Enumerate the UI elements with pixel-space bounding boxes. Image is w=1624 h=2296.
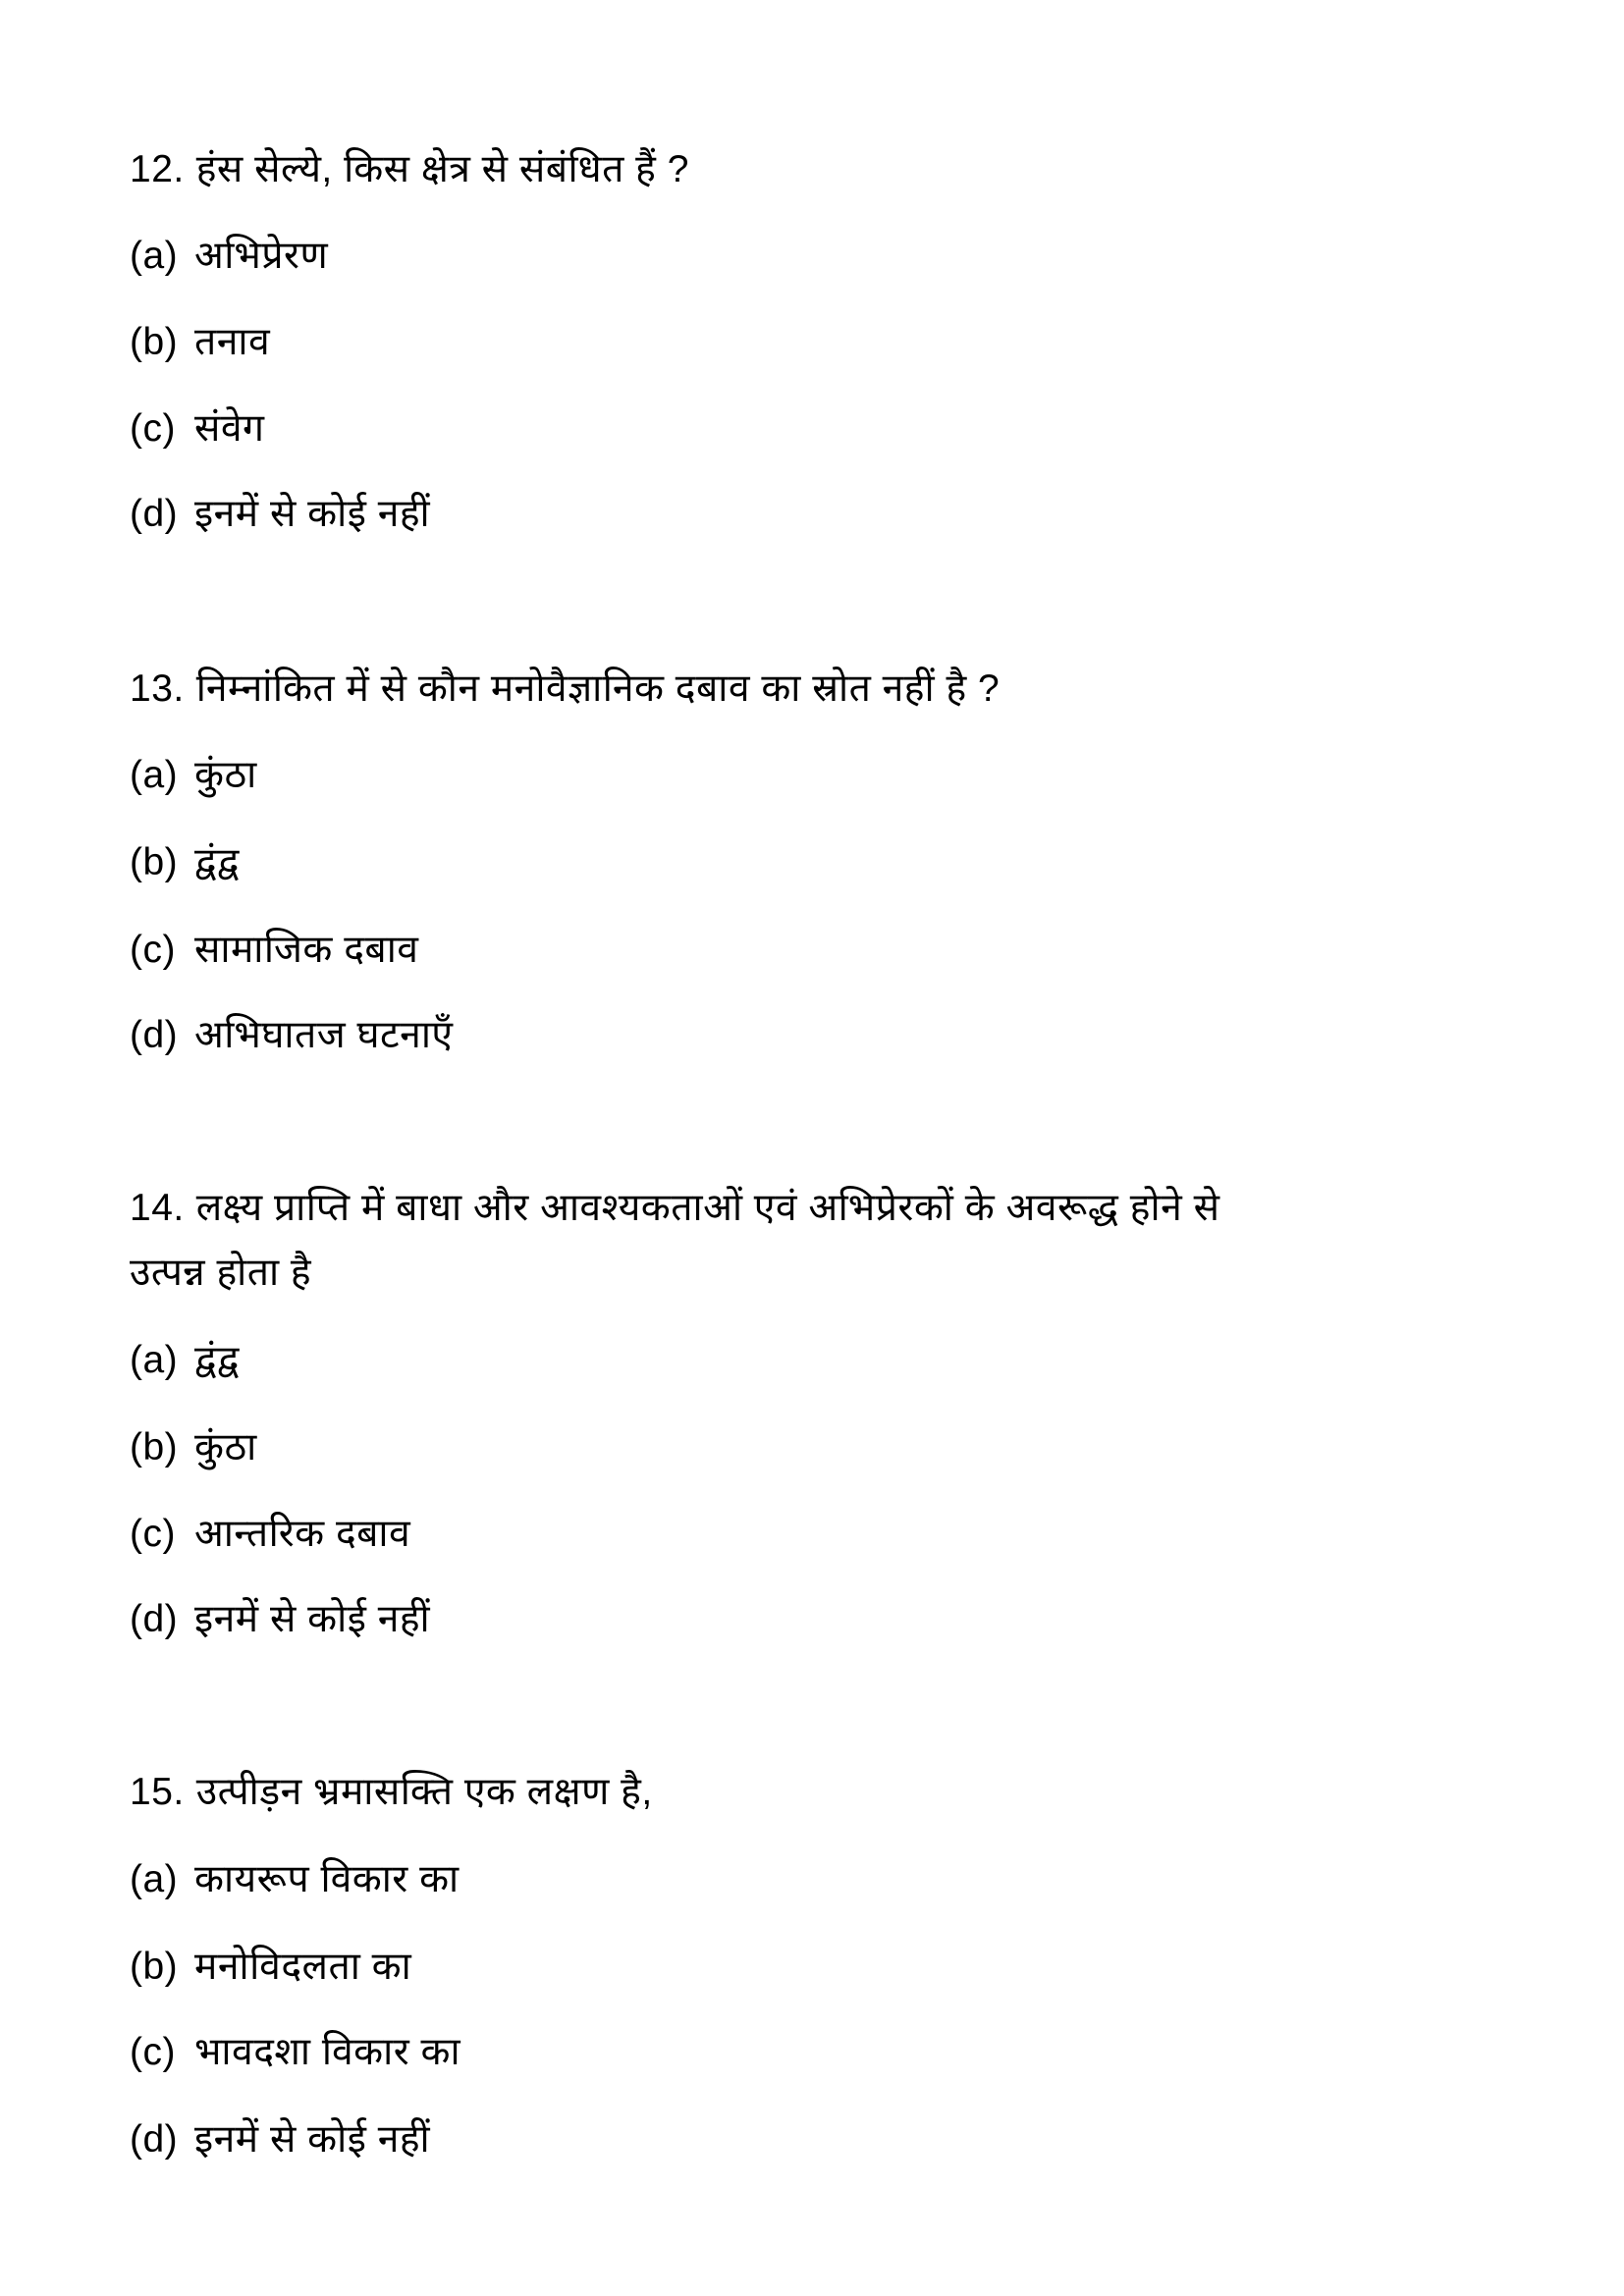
option-label: (c) <box>130 2031 176 2073</box>
question-14-text-continued <box>130 1251 311 1296</box>
option-text: इनमें से कोई नहीं <box>194 493 431 535</box>
option-label: (c) <box>130 1513 176 1555</box>
option-label: (b) <box>130 841 179 883</box>
question-13-option-d[interactable] <box>130 1013 454 1058</box>
option-label: (a) <box>130 1339 179 1381</box>
option-text: संवेग <box>194 407 265 450</box>
question-15-option-b[interactable] <box>130 1945 411 1990</box>
question-15-option-d[interactable] <box>130 2117 430 2163</box>
option-label: (c) <box>130 407 176 450</box>
question-text: उत्पन्न होता है <box>130 1252 312 1294</box>
question-number: 14. <box>130 1187 185 1229</box>
option-label: (a) <box>130 1858 179 1900</box>
question-13-option-b[interactable] <box>130 840 240 885</box>
option-label: (b) <box>130 321 179 363</box>
option-text: इनमें से कोई नहीं <box>194 2118 431 2161</box>
question-15-option-c[interactable] <box>130 2030 460 2075</box>
option-label: (d) <box>130 2118 179 2161</box>
question-13-text <box>130 667 1000 712</box>
question-12-option-c[interactable] <box>130 406 265 452</box>
question-15-text <box>130 1770 653 1815</box>
question-14-text <box>130 1186 1219 1231</box>
option-text: द्वंद्व <box>194 1339 240 1381</box>
question-text: निम्नांकित में से कौन मनोवैज्ञानिक दबाव का स्रोत नहीं है ? <box>195 667 1001 710</box>
option-label: (b) <box>130 1946 179 1988</box>
question-number: 13. <box>130 667 185 710</box>
option-text: आन्तरिक दबाव <box>194 1513 411 1555</box>
option-label: (a) <box>130 754 179 796</box>
question-number: 12. <box>130 148 185 190</box>
option-label: (a) <box>130 235 179 277</box>
question-number: 15. <box>130 1771 185 1813</box>
option-text: मनोविदलता का <box>194 1946 412 1988</box>
question-15-option-a[interactable] <box>130 1857 460 1902</box>
option-text: कुंठा <box>194 1426 257 1468</box>
option-text: अभिप्रेरण <box>194 235 329 277</box>
question-text: लक्ष्य प्राप्ति में बाधा और आवश्यकताओं एवं अभिप्रेरकों के अवरूद्ध होने से <box>195 1187 1220 1229</box>
question-14-option-b[interactable] <box>130 1425 257 1470</box>
question-text: हंस सेल्ये, किस क्षेत्र से संबंधित हैं ? <box>195 148 689 190</box>
question-14-option-c[interactable] <box>130 1512 410 1557</box>
option-label: (d) <box>130 493 179 535</box>
option-text: अभिघातज घटनाएँ <box>194 1014 454 1056</box>
option-text: भावदशा विकार का <box>194 2031 461 2073</box>
option-label: (b) <box>130 1426 179 1468</box>
question-14-option-d[interactable] <box>130 1597 430 1642</box>
question-13-option-a[interactable] <box>130 753 257 798</box>
option-text: कुंठा <box>194 754 257 796</box>
question-12-option-a[interactable] <box>130 234 328 279</box>
question-12-option-d[interactable] <box>130 492 430 537</box>
option-text: इनमें से कोई नहीं <box>194 1598 431 1640</box>
question-12-text <box>130 147 689 192</box>
option-label: (d) <box>130 1598 179 1640</box>
option-text: सामाजिक दबाव <box>194 929 419 971</box>
question-text: उत्पीड़न भ्रमासक्ति एक लक्षण है, <box>195 1771 653 1813</box>
option-text: तनाव <box>194 321 271 363</box>
question-13-option-c[interactable] <box>130 928 418 973</box>
option-label: (c) <box>130 929 176 971</box>
option-text: द्वंद्व <box>194 841 240 883</box>
question-14-option-a[interactable] <box>130 1338 240 1383</box>
option-text: कायरूप विकार का <box>194 1858 460 1900</box>
question-12-option-b[interactable] <box>130 320 270 365</box>
option-label: (d) <box>130 1014 179 1056</box>
